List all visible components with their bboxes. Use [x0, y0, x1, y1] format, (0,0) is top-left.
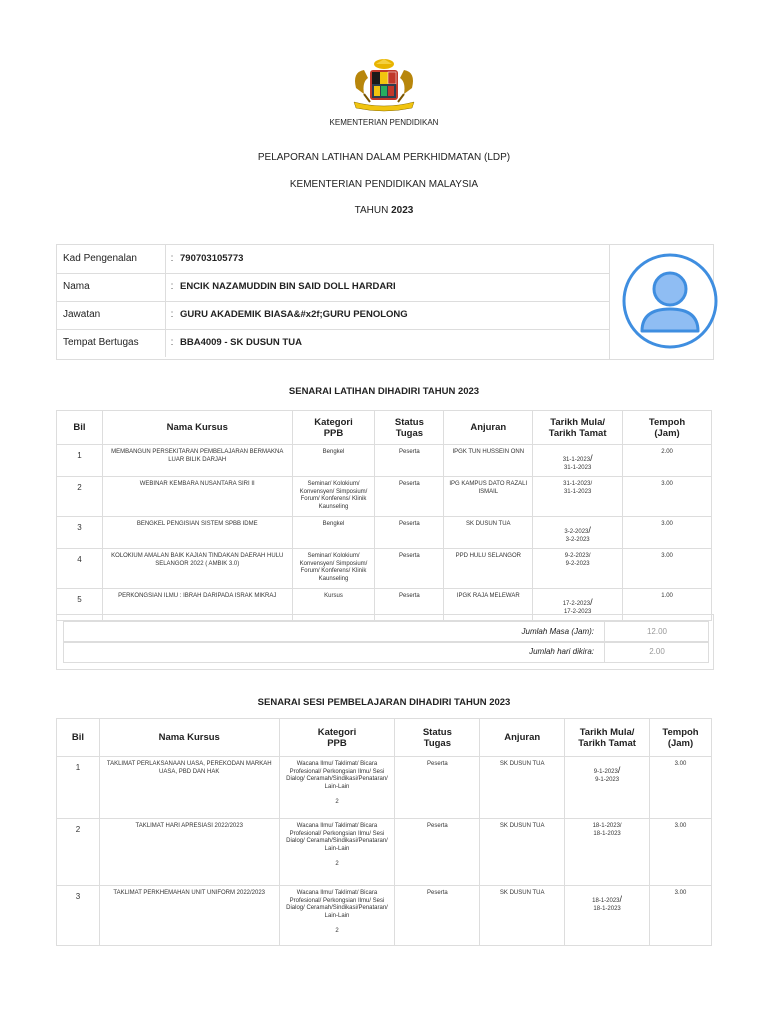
table-row: 1 MEMBANGUN PERSEKITARAN PEMBELAJARAN BERMAKNA LUAR BILIK DARJAH Bengkel Peserta IPGK TUN HUSSEIN ONN 31-1-2023/ 31-1-2023 2.00 — [57, 445, 712, 477]
total-hours-label: Jumlah Masa (Jam): — [521, 627, 594, 636]
ministry-title: KEMENTERIAN PENDIDIKAN MALAYSIA — [289, 179, 479, 190]
col-duration: Tempoh (Jam) — [623, 411, 712, 445]
col-status: Status Tugas — [395, 719, 480, 757]
malaysia-crest-icon — [350, 58, 418, 114]
training-table — [56, 410, 712, 621]
total-days-label: Jumlah hari dikira: — [529, 647, 594, 656]
table-row: 3 BENGKEL PENGISIAN SISTEM SPBB IDME Bengkel Peserta SK DUSUN TUA 3-2-2023/ 3-2-2023 3.00 — [57, 517, 712, 549]
table-row: 3 TAKLIMAT PERKHEMAHAN UNIT UNIFORM 2022/2023 Wacana Ilmu/ Taklimat/ Bicara Profesional/ Perkongsian Ilmu/ Sesi Dialog/ Ceramah/Sindikasi/Penataran/ Lain-Lain 2 Peserta SK DUSUN TUA 18-1-2023/ 18-1-2023 3.00 — [57, 886, 712, 946]
col-duration: Tempoh (Jam) — [650, 719, 712, 757]
col-course: Nama Kursus — [102, 411, 292, 445]
sessions-section-title: SENARAI SESI PEMBELAJARAN DIHADIRI TAHUN 2023 — [257, 697, 511, 708]
col-bil: Bil — [57, 719, 100, 757]
col-course: Nama Kursus — [99, 719, 279, 757]
col-category: Kategori PPB — [292, 411, 375, 445]
col-date: Tarikh Mula/ Tarikh Tamat — [533, 411, 623, 445]
profile-value: ENCIK NAZAMUDDIN BIN SAID DOLL HARDARI — [180, 281, 396, 292]
table-row: 2 WEBINAR KEMBARA NUSANTARA SIRI II Seminar/ Kolokium/ Konvensyen/ Simposium/ Forum/ Konferens/ Klinik Kaunseling Peserta IPG KAMPUS DATO RAZALI ISMAIL 31-1-2023/ 31-1-2023 3.00 — [57, 477, 712, 517]
profile-separator: : — [165, 329, 178, 357]
col-bil: Bil — [57, 411, 103, 445]
profile-panel — [56, 244, 714, 360]
training-section-title: SENARAI LATIHAN DIHADIRI TAHUN 2023 — [288, 386, 480, 397]
profile-separator: : — [165, 245, 178, 273]
col-category: Kategori PPB — [279, 719, 395, 757]
profile-row-ic — [57, 245, 609, 274]
table-row: 5 PERKONGSIAN ILMU : IBRAH DARIPADA ISRAK MIKRAJ Kursus Peserta IPGK RAJA MELEWAR 17-2-2023/ 17-2-2023 1.00 — [57, 589, 712, 621]
table-header-row — [57, 411, 712, 445]
total-days-value: 2.00 — [604, 642, 709, 662]
department-name: KEMENTERIAN PENDIDIKAN — [329, 118, 439, 127]
sessions-table — [56, 718, 712, 946]
profile-separator: : — [165, 301, 178, 329]
totals-panel — [56, 614, 714, 670]
total-hours-value: 12.00 — [604, 622, 709, 642]
profile-label: Nama — [63, 281, 90, 292]
profile-value: 790703105773 — [180, 253, 244, 264]
profile-row-name — [57, 273, 609, 302]
col-date: Tarikh Mula/ Tarikh Tamat — [565, 719, 650, 757]
profile-label: Kad Pengenalan — [63, 253, 137, 264]
profile-value: BBA4009 - SK DUSUN TUA — [180, 337, 302, 348]
user-avatar-icon — [622, 251, 718, 351]
profile-row-workplace — [57, 329, 609, 359]
col-organizer: Anjuran — [480, 719, 565, 757]
col-status: Status Tugas — [375, 411, 444, 445]
table-row: 4 KOLOKIUM AMALAN BAIK KAJIAN TINDAKAN DAERAH HULU SELANGOR 2022 ( AMBIK 3.0) Seminar/ Kolokium/ Konvensyen/ Simposium/ Forum/ Konferens/ Klinik Kaunseling Peserta PPD HULU SELANGOR 9-2-2023/ 9-2-2023 3.00 — [57, 549, 712, 589]
profile-value: GURU AKADEMIK BIASA&#x2f;GURU PENOLONG — [180, 309, 408, 320]
table-row: 2 TAKLIMAT HARI APRESIASI 2022/2023 Wacana Ilmu/ Taklimat/ Bicara Profesional/ Perkongsian Ilmu/ Sesi Dialog/ Ceramah/Sindikasi/Penataran/ Lain-Lain 2 Peserta SK DUSUN TUA 18-1-2023/ 18-1-2023 3.00 — [57, 819, 712, 886]
profile-separator: : — [165, 273, 178, 301]
table-row: 1 TAKLIMAT PERLAKSANAAN UASA, PEREKODAN MARKAH UASA, PBD DAN HAK Wacana Ilmu/ Taklimat/ Bicara Profesional/ Perkongsian Ilmu/ Sesi Dialog/ Ceramah/Sindikasi/Penataran/ Lain-Lain 2 Peserta SK DUSUN TUA 9-1-2023/ 9-1-2023 3.00 — [57, 757, 712, 819]
table-header-row — [57, 719, 712, 757]
profile-label: Tempat Bertugas — [63, 337, 139, 348]
total-days-row — [63, 641, 709, 663]
profile-label: Jawatan — [63, 309, 101, 320]
col-organizer: Anjuran — [444, 411, 533, 445]
total-hours-row — [63, 621, 709, 643]
report-year: TAHUN 2023 — [354, 205, 414, 216]
profile-row-position — [57, 301, 609, 330]
report-title: PELAPORAN LATIHAN DALAM PERKHIDMATAN (LDP) — [257, 152, 511, 163]
